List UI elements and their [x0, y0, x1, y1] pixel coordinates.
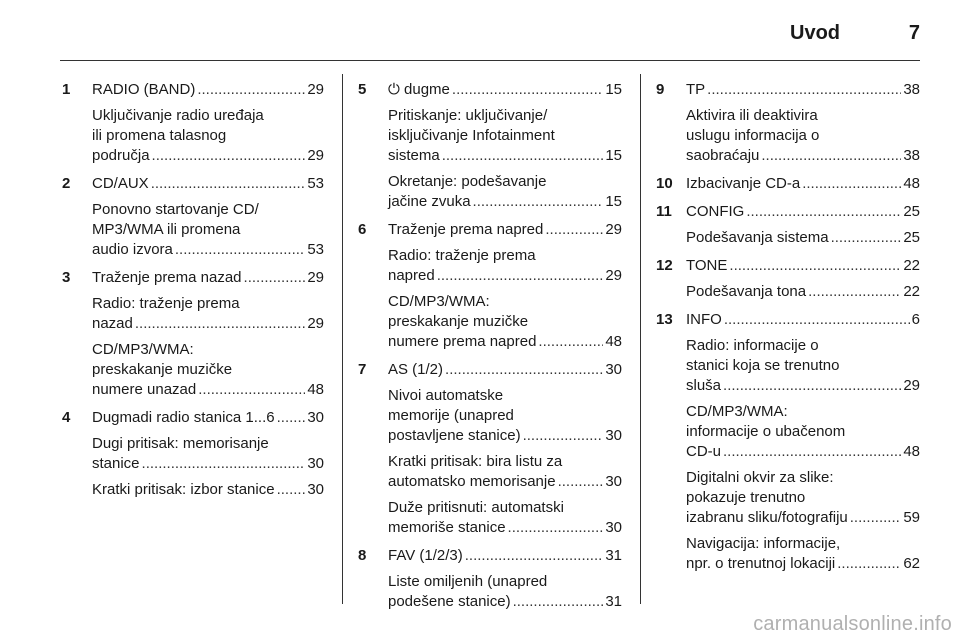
sub-entry-page-ref: 31: [605, 593, 622, 610]
sub-entry-text: Podešavanja sistema: [686, 229, 829, 246]
column-divider-2: [640, 74, 641, 604]
index-entry: [656, 202, 920, 248]
index-entry: [358, 220, 622, 352]
sub-entry-page-ref: 48: [903, 443, 920, 460]
sub-entry: [388, 292, 622, 352]
page-number: 7: [908, 22, 920, 44]
sub-entry: [92, 200, 324, 260]
entry-number: 5: [358, 81, 367, 98]
sub-entry-row: [388, 426, 622, 446]
entry-heading-row: [388, 546, 622, 566]
dot-leader: [723, 376, 901, 396]
sub-entry-text: saobraćaju: [686, 147, 760, 164]
entry-number: 3: [62, 269, 71, 286]
sub-entry-line: uslugu informacija o: [686, 127, 820, 144]
sub-entry: [388, 386, 622, 446]
sub-entry-row: [92, 480, 324, 500]
entry-heading-page-ref: 38: [903, 81, 920, 98]
dot-leader: [802, 174, 901, 194]
entry-heading-row: [686, 174, 920, 194]
entry-heading-text: Traženje prema napred: [388, 221, 544, 238]
dot-leader: [545, 220, 603, 240]
entry-heading-row: [92, 80, 324, 100]
sub-entry-row: [388, 592, 622, 612]
dot-leader: [831, 228, 902, 248]
sub-entry-text: izabranu sliku/fotografiju: [686, 509, 848, 526]
entry-heading-page-ref: 30: [605, 361, 622, 378]
sub-entry-row: [92, 240, 324, 260]
entry-number: 12: [656, 257, 673, 274]
sub-entry-row: [686, 146, 920, 166]
dot-leader: [151, 174, 306, 194]
sub-entry-text: npr. o trenutnoj lokaciji: [686, 555, 836, 572]
sub-entry: [92, 434, 324, 474]
dot-leader: [724, 310, 910, 330]
sub-entry-row: [92, 146, 324, 166]
sub-entry-line: CD/MP3/WMA:: [92, 341, 194, 358]
sub-entry-row: [686, 554, 920, 574]
entry-heading-text: TONE: [686, 257, 728, 274]
sub-entry-page-ref: 59: [903, 509, 920, 526]
dot-leader: [850, 508, 902, 528]
entry-heading-text: RADIO (BAND): [92, 81, 196, 98]
entry-heading-row: [92, 268, 324, 288]
entry-heading-row: [92, 408, 324, 428]
sub-entry: [92, 106, 324, 166]
page-title: Uvod: [790, 22, 840, 44]
index-entry: [62, 80, 324, 166]
dot-leader: [142, 454, 306, 474]
entry-heading-text: CONFIG: [686, 203, 745, 220]
sub-entry-page-ref: 30: [307, 481, 324, 498]
sub-entry-line: Kratki pritisak: bira listu za: [388, 453, 563, 470]
sub-entry-page-ref: 29: [307, 315, 324, 332]
dot-leader: [558, 472, 604, 492]
sub-entry-text: audio izvora: [92, 241, 173, 258]
entry-number: 11: [656, 203, 672, 220]
entry-heading-row: [388, 360, 622, 380]
sub-entry: [92, 480, 324, 500]
sub-entry-line: informacije o ubačenom: [686, 423, 846, 440]
sub-entry: [388, 498, 622, 538]
dot-leader: [135, 314, 305, 334]
index-entry: [358, 80, 622, 212]
entry-heading-page-ref: 29: [307, 81, 324, 98]
entry-number: 7: [358, 361, 367, 378]
entry-heading-text: AS (1/2): [388, 361, 444, 378]
sub-entry: [92, 294, 324, 334]
sub-entry: [686, 336, 920, 396]
sub-entry: [388, 172, 622, 212]
sub-entry-row: [686, 376, 920, 396]
sub-entry: [388, 106, 622, 166]
index-entry: [358, 546, 622, 612]
dot-leader: [277, 480, 306, 500]
sub-entry-text: nazad: [92, 315, 133, 332]
column-3: [656, 80, 920, 582]
sub-entry-page-ref: 22: [903, 283, 920, 300]
dot-leader: [729, 256, 901, 276]
sub-entry-line: memorije (unapred: [388, 407, 514, 424]
dot-leader: [244, 268, 306, 288]
sub-entry-line: CD/MP3/WMA:: [388, 293, 490, 310]
sub-entry-line: isključivanje Infotainment: [388, 127, 555, 144]
entry-number: 6: [358, 221, 367, 238]
index-entry: [62, 408, 324, 500]
entry-number: 4: [62, 409, 71, 426]
sub-entry-row: [388, 518, 622, 538]
sub-entry: [686, 106, 920, 166]
sub-entry-text: Kratki pritisak: izbor stanice: [92, 481, 275, 498]
sub-entry-text: podešene stanice): [388, 593, 511, 610]
sub-entry-line: Duže pritisnuti: automatski: [388, 499, 564, 516]
sub-entry-row: [388, 192, 622, 212]
entry-number: 1: [62, 81, 71, 98]
sub-entry-page-ref: 15: [605, 147, 622, 164]
sub-entry-page-ref: 25: [903, 229, 920, 246]
index-entry: [656, 174, 920, 194]
sub-entry: [686, 282, 920, 302]
dot-leader: [723, 442, 901, 462]
entry-heading-row: [388, 80, 622, 100]
dot-leader: [198, 380, 305, 400]
index-entry: [656, 80, 920, 166]
entry-number: 10: [656, 175, 673, 192]
sub-entry-row: [686, 442, 920, 462]
dot-leader: [445, 360, 603, 380]
sub-entry: [686, 468, 920, 528]
dot-leader: [465, 546, 604, 566]
sub-entry-line: Liste omiljenih (unapred: [388, 573, 548, 590]
sub-entry-page-ref: 29: [605, 267, 622, 284]
page-header: [0, 0, 960, 60]
header-rule: [60, 60, 920, 61]
entry-heading-page-ref: 48: [903, 175, 920, 192]
entry-heading-row: [686, 80, 920, 100]
sub-entry-row: [686, 282, 920, 302]
sub-entry-text: sistema: [388, 147, 440, 164]
index-entry: [358, 360, 622, 538]
sub-entry-row: [388, 332, 622, 352]
entry-heading-text: Traženje prema nazad: [92, 269, 242, 286]
dot-leader: [707, 80, 901, 100]
sub-entry-row: [92, 380, 324, 400]
sub-entry: [388, 572, 622, 612]
sub-entry-line: CD/MP3/WMA:: [686, 403, 788, 420]
sub-entry-line: Pritiskanje: uključivanje/: [388, 107, 548, 124]
sub-entry-text: automatsko memorisanje: [388, 473, 556, 490]
entry-heading-text: INFO: [686, 311, 722, 328]
sub-entry-page-ref: 48: [307, 381, 324, 398]
index-entry: [656, 310, 920, 574]
sub-entry-line: Radio: traženje prema: [388, 247, 536, 264]
sub-entry-text: numere unazad: [92, 381, 197, 398]
sub-entry-line: preskakanje muzičke: [388, 313, 529, 330]
dot-leader: [761, 146, 901, 166]
sub-entry-row: [388, 146, 622, 166]
sub-entry-page-ref: 62: [903, 555, 920, 572]
entry-heading-page-ref: 53: [307, 175, 324, 192]
sub-entry-text: CD-u: [686, 443, 722, 460]
sub-entry-text: napred: [388, 267, 435, 284]
entry-heading-text: Izbacivanje CD-a: [686, 175, 801, 192]
sub-entry-line: preskakanje muzičke: [92, 361, 233, 378]
sub-entry-text: stanice: [92, 455, 140, 472]
sub-entry-page-ref: 38: [903, 147, 920, 164]
sub-entry-line: pokazuje trenutno: [686, 489, 806, 506]
sub-entry-page-ref: 30: [307, 455, 324, 472]
dot-leader: [808, 282, 901, 302]
sub-entry-line: ili promena talasnog: [92, 127, 227, 144]
sub-entry-page-ref: 53: [307, 241, 324, 258]
sub-entry-row: [686, 508, 920, 528]
entry-number: 13: [656, 311, 673, 328]
entry-heading-row: [686, 256, 920, 276]
entry-heading-page-ref: 25: [903, 203, 920, 220]
dot-leader: [746, 202, 901, 222]
entry-heading-row: [92, 174, 324, 194]
sub-entry-text: memoriše stanice: [388, 519, 506, 536]
sub-entry-line: Radio: informacije o: [686, 337, 819, 354]
entry-heading-row: [686, 202, 920, 222]
sub-entry: [92, 340, 324, 400]
dot-leader: [152, 146, 306, 166]
entry-heading-page-ref: 29: [307, 269, 324, 286]
sub-entry: [388, 452, 622, 492]
entry-heading-row: [686, 310, 920, 330]
column-1: [62, 80, 324, 508]
entry-heading-row: [388, 220, 622, 240]
entry-heading-page-ref: 15: [605, 81, 622, 98]
column-divider-1: [342, 74, 343, 604]
entry-heading-page-ref: 22: [903, 257, 920, 274]
entry-heading-text: CD/AUX: [92, 175, 149, 192]
sub-entry-page-ref: 29: [903, 377, 920, 394]
sub-entry-page-ref: 30: [605, 427, 622, 444]
entry-number: 9: [656, 81, 665, 98]
dot-leader: [197, 80, 305, 100]
index-entry: [62, 268, 324, 400]
sub-entry-text: sluša: [686, 377, 722, 394]
sub-entry-row: [388, 266, 622, 286]
sub-entry-line: Nivoi automatske: [388, 387, 504, 404]
sub-entry-line: Aktivira ili deaktivira: [686, 107, 818, 124]
entry-heading-page-ref: 6: [911, 311, 920, 328]
sub-entry-text: Podešavanja tona: [686, 283, 807, 300]
sub-entry-row: [686, 228, 920, 248]
sub-entry-page-ref: 30: [605, 519, 622, 536]
index-entry: [62, 174, 324, 260]
dot-leader: [508, 518, 604, 538]
entry-number: 2: [62, 175, 71, 192]
sub-entry-row: [92, 454, 324, 474]
entry-heading-text: FAV (1/2/3): [388, 547, 463, 564]
dot-leader: [452, 80, 603, 100]
sub-entry-line: Okretanje: podešavanje: [388, 173, 547, 190]
index-entry: [656, 256, 920, 302]
dot-leader: [277, 408, 306, 428]
sub-entry-page-ref: 30: [605, 473, 622, 490]
sub-entry-line: Radio: traženje prema: [92, 295, 240, 312]
sub-entry-row: [388, 472, 622, 492]
entry-heading-page-ref: 30: [307, 409, 324, 426]
sub-entry-text: numere prema napred: [388, 333, 537, 350]
sub-entry-text: jačine zvuka: [388, 193, 471, 210]
entry-heading-page-ref: 31: [605, 547, 622, 564]
entry-heading-text: TP: [686, 81, 706, 98]
sub-entry-text: postavljene stanice): [388, 427, 521, 444]
entry-heading-text: ⏻ dugme: [388, 81, 450, 98]
entry-heading-page-ref: 29: [605, 221, 622, 238]
sub-entry-line: MP3/WMA ili promena: [92, 221, 241, 238]
sub-entry: [388, 246, 622, 286]
sub-entry-page-ref: 29: [307, 147, 324, 164]
sub-entry: [686, 534, 920, 574]
sub-entry-line: Uključivanje radio uređaja: [92, 107, 264, 124]
dot-leader: [442, 146, 604, 166]
entry-heading-text: Dugmadi radio stanica 1...6: [92, 409, 275, 426]
dot-leader: [837, 554, 901, 574]
dot-leader: [437, 266, 604, 286]
dot-leader: [523, 426, 604, 446]
watermark: carmanualsonline.info: [753, 613, 952, 635]
sub-entry-page-ref: 15: [605, 193, 622, 210]
sub-entry-row: [92, 314, 324, 334]
sub-entry-text: područja: [92, 147, 150, 164]
dot-leader: [538, 332, 603, 352]
sub-entry-line: Digitalni okvir za slike:: [686, 469, 834, 486]
sub-entry-line: Dugi pritisak: memorisanje: [92, 435, 269, 452]
entry-number: 8: [358, 547, 367, 564]
dot-leader: [473, 192, 604, 212]
sub-entry: [686, 228, 920, 248]
dot-leader: [513, 592, 604, 612]
sub-entry-page-ref: 48: [605, 333, 622, 350]
column-2: [358, 80, 622, 620]
sub-entry: [686, 402, 920, 462]
dot-leader: [175, 240, 305, 260]
sub-entry-line: Navigacija: informacije,: [686, 535, 841, 552]
sub-entry-line: stanici koja se trenutno: [686, 357, 840, 374]
sub-entry-line: Ponovno startovanje CD/: [92, 201, 259, 218]
